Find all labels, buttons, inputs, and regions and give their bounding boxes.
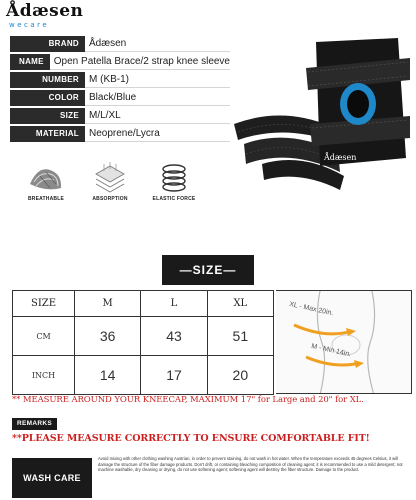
fit-warning: **PLEASE MEASURE CORRECTLY TO ENSURE COMFORTABLE FIT! (12, 433, 370, 444)
size-cell: 51 (207, 317, 273, 356)
size-row-cm (13, 317, 274, 356)
size-row-label: CM (13, 317, 75, 356)
spec-row-color (10, 90, 230, 106)
spec-table (10, 36, 230, 144)
brand-logo (6, 2, 86, 29)
measure-note: ** MEASURE AROUND YOUR KNEECAP, MAXIMUM 17" for Large and 20" for XL. (12, 395, 364, 405)
size-row-inch (13, 356, 274, 395)
spec-value: Neoprene/Lycra (85, 126, 230, 142)
size-cell: 20 (207, 356, 273, 395)
knee-measure-diagram (276, 290, 412, 394)
feature-label: BREATHABLE (27, 196, 65, 202)
size-heading: —SIZE— (162, 255, 254, 285)
spec-key: NUMBER (10, 72, 85, 88)
spec-key: SIZE (10, 108, 85, 124)
spec-key: MATERIAL (10, 126, 85, 142)
feature-icons (18, 162, 218, 206)
brace-label: Ådæsen (324, 153, 357, 162)
spec-value: Black/Blue (85, 90, 230, 106)
feature-elastic-force (146, 162, 202, 202)
max-measure-label: XL - Max 20in. (288, 301, 334, 318)
size-row-label: INCH (13, 356, 75, 395)
spec-key: BRAND (10, 36, 85, 52)
feature-breathable (18, 162, 74, 202)
spec-row-size (10, 108, 230, 124)
spec-value: M/L/XL (85, 108, 230, 124)
wash-care-text: Avoid mixing with other clothing washing Austrian, in order to prevent staining, do not wash in hot water. When the temperature exceeds 45 degrees Celsius, it will damage the structure of the fiber damage products. Don't drift, or containing bleaching composition of cleaning agent; it is recommended to use a mild detergent; not machine washable, dry cleaning or drying, do not use softening agent; softening agent will destroy the fiber structure. Damage to the product. (98, 456, 403, 473)
size-cell: 14 (75, 356, 141, 395)
logo-subtext: wecare (9, 21, 50, 29)
size-cell: 36 (75, 317, 141, 356)
feature-label: ELASTIC FORCE (152, 196, 196, 202)
spec-row-brand (10, 36, 230, 52)
size-table-header (13, 291, 274, 317)
size-header-cell: M (75, 291, 141, 317)
size-table (12, 290, 274, 395)
mesh-fabric-icon (28, 162, 64, 194)
feature-absorption (82, 162, 138, 202)
min-measure-label: M - Min 14in. (310, 343, 352, 359)
product-image (222, 28, 410, 198)
spec-value: M (KB-1) (85, 72, 230, 88)
feature-label: ABSORPTION (92, 196, 128, 202)
layers-icon (92, 162, 128, 194)
spec-row-number (10, 72, 230, 88)
spec-key: NAME (10, 54, 50, 70)
spec-row-material (10, 126, 230, 142)
remarks-tag: REMARKS (12, 418, 57, 430)
spec-key: COLOR (10, 90, 85, 106)
spring-icon (156, 162, 192, 194)
wash-care-tag: WASH CARE (12, 458, 92, 498)
size-cell: 17 (141, 356, 207, 395)
size-cell: 43 (141, 317, 207, 356)
size-header-cell: SIZE (13, 291, 75, 317)
size-header-cell: XL (207, 291, 273, 317)
spec-value: Open Patella Brace/2 strap knee sleeve (50, 54, 230, 70)
logo-text: Ådæsen (6, 1, 84, 21)
knee-brace-illustration (222, 28, 410, 198)
size-header-cell: L (141, 291, 207, 317)
spec-value: Ådæsen (85, 36, 230, 52)
spec-row-name (10, 54, 230, 70)
